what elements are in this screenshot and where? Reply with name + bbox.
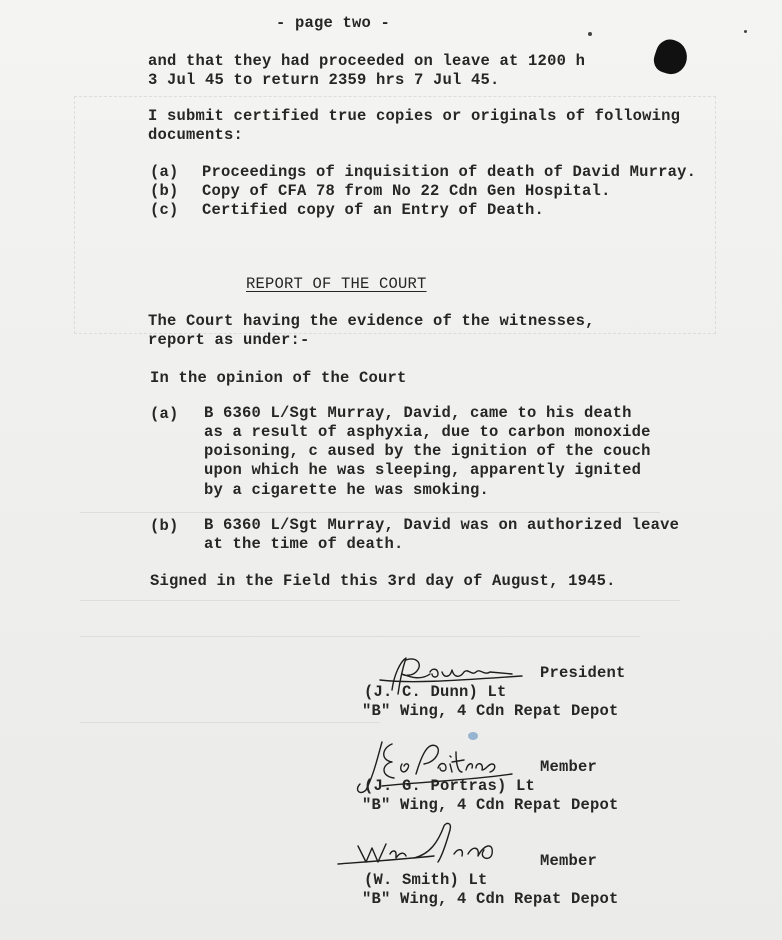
- intro-line: 3 Jul 45 to return 2359 hrs 7 Jul 45.: [148, 71, 500, 89]
- bleed-through-line: [80, 722, 380, 723]
- document-item-marker: (a): [150, 163, 179, 181]
- signatory-unit: "B" Wing, 4 Cdn Repat Depot: [362, 702, 619, 720]
- signatory-unit: "B" Wing, 4 Cdn Repat Depot: [362, 890, 619, 908]
- page-label: - page two -: [276, 14, 391, 32]
- bleed-through-line: [80, 636, 640, 637]
- document-item-marker: (b): [150, 182, 179, 200]
- finding-marker: (b): [150, 517, 179, 535]
- documents-lead: documents:: [148, 126, 244, 144]
- signature-smith: [334, 818, 514, 874]
- finding-marker: (a): [150, 405, 179, 423]
- document-item-text: Copy of CFA 78 from No 22 Cdn Gen Hospital.: [202, 182, 611, 200]
- opinion-line: In the opinion of the Court: [150, 369, 407, 387]
- ink-speck: [588, 32, 592, 36]
- ink-speck: [744, 30, 747, 33]
- signatory-name: (W. Smith) Lt: [364, 871, 488, 889]
- signatory-role: Member: [540, 852, 598, 870]
- ink-blot: [651, 36, 692, 78]
- finding-line: as a result of asphyxia, due to carbon monoxide: [204, 423, 651, 441]
- document-item-text: Proceedings of inquisition of death of David Murray.: [202, 163, 697, 181]
- documents-lead: I submit certified true copies or originals of following: [148, 107, 681, 125]
- bleed-through-line: [80, 512, 660, 513]
- finding-line: B 6360 L/Sgt Murray, David was on authorized leave: [204, 516, 680, 534]
- signed-line: Signed in the Field this 3rd day of August, 1945.: [150, 572, 616, 590]
- signatory-role: Member: [540, 758, 598, 776]
- signatory-name: (J. G. Portras) Lt: [364, 777, 536, 795]
- report-heading: REPORT OF THE COURT: [246, 275, 427, 293]
- report-lead: The Court having the evidence of the witnesses,: [148, 312, 595, 330]
- document-item-marker: (c): [150, 201, 179, 219]
- intro-line: and that they had proceeded on leave at 1200 h: [148, 52, 586, 70]
- finding-line: B 6360 L/Sgt Murray, David, came to his death: [204, 404, 632, 422]
- report-lead: report as under:-: [148, 331, 310, 349]
- finding-line: poisoning, c aused by the ignition of the couch: [204, 442, 651, 460]
- signatory-unit: "B" Wing, 4 Cdn Repat Depot: [362, 796, 619, 814]
- signatory-name: (J. C. Dunn) Lt: [364, 683, 507, 701]
- finding-line: by a cigarette he was smoking.: [204, 481, 490, 499]
- finding-line: at the time of death.: [204, 535, 404, 553]
- document-item-text: Certified copy of an Entry of Death.: [202, 201, 545, 219]
- bleed-through-line: [80, 600, 680, 601]
- signatory-role: President: [540, 664, 626, 682]
- finding-line: upon which he was sleeping, apparently ignited: [204, 461, 642, 479]
